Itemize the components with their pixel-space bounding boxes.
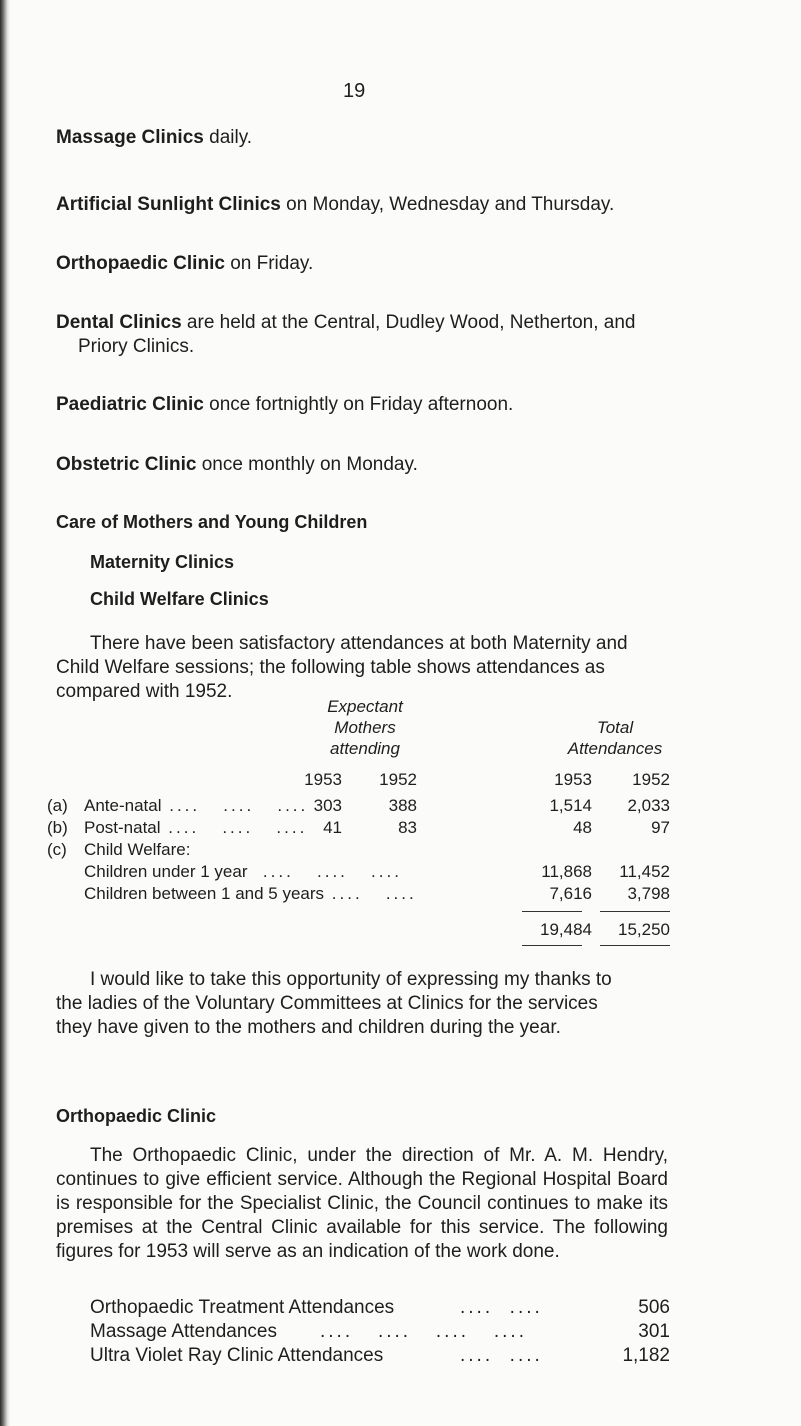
care-para-line3: compared with 1952. — [56, 681, 233, 702]
figure-uv-value: 1,182 — [622, 1345, 670, 1366]
orthopaedic-heading: Orthopaedic Clinic — [56, 1106, 217, 1126]
row-a-tot-1952: 2,033 — [627, 796, 670, 815]
header-total-1: Total — [596, 718, 634, 737]
header-total-2: Attendances — [567, 739, 663, 758]
schedule-sunlight: Artificial Sunlight Clinics on Monday, Wednesday and Thursday. — [56, 194, 615, 215]
maternity-subheading: Maternity Clinics — [90, 552, 235, 572]
row-b-name: Post-natal .... .... .... — [84, 818, 308, 837]
care-para-line2: Child Welfare sessions; the following table shows attendances as — [56, 657, 605, 678]
row-b-em-1952: 83 — [398, 818, 417, 837]
row-b-tot-1952: 97 — [651, 818, 670, 837]
care-heading: Care of Mothers and Young Children — [56, 512, 368, 532]
year-em-1952: 1952 — [379, 770, 417, 789]
figure-orthopaedic-label: Orthopaedic Treatment Attendances — [90, 1297, 395, 1318]
figure-uv-label: Ultra Violet Ray Clinic Attendances — [90, 1345, 384, 1366]
child-welfare-subheading: Child Welfare Clinics — [90, 589, 269, 609]
total-rule-top-1953 — [522, 911, 582, 912]
figure-dots-3: .... .... — [460, 1345, 543, 1366]
row-b-em-1953: 41 — [323, 818, 342, 837]
scan-page-edge — [0, 0, 10, 1426]
row-a-em-1952: 388 — [388, 796, 417, 815]
figure-orthopaedic-value: 506 — [638, 1297, 670, 1318]
header-expectant-2: Mothers — [334, 718, 396, 737]
schedule-obstetric: Obstetric Clinic once monthly on Monday. — [56, 454, 418, 475]
row-b-tot-1953: 48 — [573, 818, 592, 837]
row-under1-tot-1952: 11,452 — [619, 862, 670, 881]
page-number: 19 — [343, 80, 366, 102]
schedule-dental-cont: Priory Clinics. — [78, 336, 195, 357]
total-tot-1952: 15,250 — [618, 920, 670, 939]
header-expectant-3: attending — [330, 739, 400, 758]
total-tot-1953: 19,484 — [540, 920, 592, 939]
total-rule-bottom-1952 — [600, 945, 670, 946]
total-rule-top-1952 — [600, 911, 670, 912]
thanks-line2: the ladies of the Voluntary Committees at Clinics for the services — [56, 993, 598, 1014]
figure-dots-2: .... .... .... .... — [320, 1321, 527, 1342]
thanks-line3: they have given to the mothers and children during the year. — [56, 1017, 561, 1038]
schedule-dental: Dental Clinics are held at the Central, Dudley Wood, Netherton, and — [56, 312, 636, 333]
row-under1-name: Children under 1 year .... .... .... — [84, 862, 402, 881]
header-expectant-1: Expectant — [327, 697, 403, 716]
row-1to5-tot-1953: 7,616 — [549, 884, 592, 903]
schedule-massage: Massage Clinics daily. — [56, 127, 253, 148]
row-1to5-tot-1952: 3,798 — [627, 884, 670, 903]
year-tot-1953: 1953 — [554, 770, 592, 789]
row-a-label: (a) — [47, 796, 68, 815]
schedule-orthopaedic: Orthopaedic Clinic on Friday. — [56, 253, 314, 274]
total-rule-bottom-1953 — [522, 945, 582, 946]
row-b-label: (b) — [47, 818, 68, 837]
row-c-name: Child Welfare: — [84, 840, 191, 859]
row-c-label: (c) — [47, 840, 67, 859]
figure-massage-value: 301 — [638, 1321, 670, 1342]
figure-massage-label: Massage Attendances — [90, 1321, 277, 1342]
figure-dots-1: .... .... — [460, 1297, 543, 1318]
care-para-line1: There have been satisfactory attendances at both Maternity and — [90, 633, 628, 654]
thanks-line1: I would like to take this opportunity of expressing my thanks to — [90, 969, 612, 990]
year-em-1953: 1953 — [304, 770, 342, 789]
row-a-em-1953: 303 — [313, 796, 342, 815]
row-a-name: Ante-natal .... .... .... — [84, 796, 309, 815]
orthopaedic-paragraph: The Orthopaedic Clinic, under the direction of Mr. A. M. Hendry, continues to give efficient service. Although the Regional Hospital Board is responsible for the Specialist Clinic, the Council continues to make its premises at the Central Clinic available for this service. The following figures for 1953 will serve as an indication of the work done. — [56, 1145, 668, 1262]
row-1to5-name: Children between 1 and 5 years .... .... — [84, 884, 417, 903]
row-a-tot-1953: 1,514 — [549, 796, 592, 815]
year-tot-1952: 1952 — [632, 770, 670, 789]
schedule-paediatric: Paediatric Clinic once fortnightly on Friday afternoon. — [56, 394, 514, 415]
row-under1-tot-1953: 11,868 — [541, 862, 592, 881]
